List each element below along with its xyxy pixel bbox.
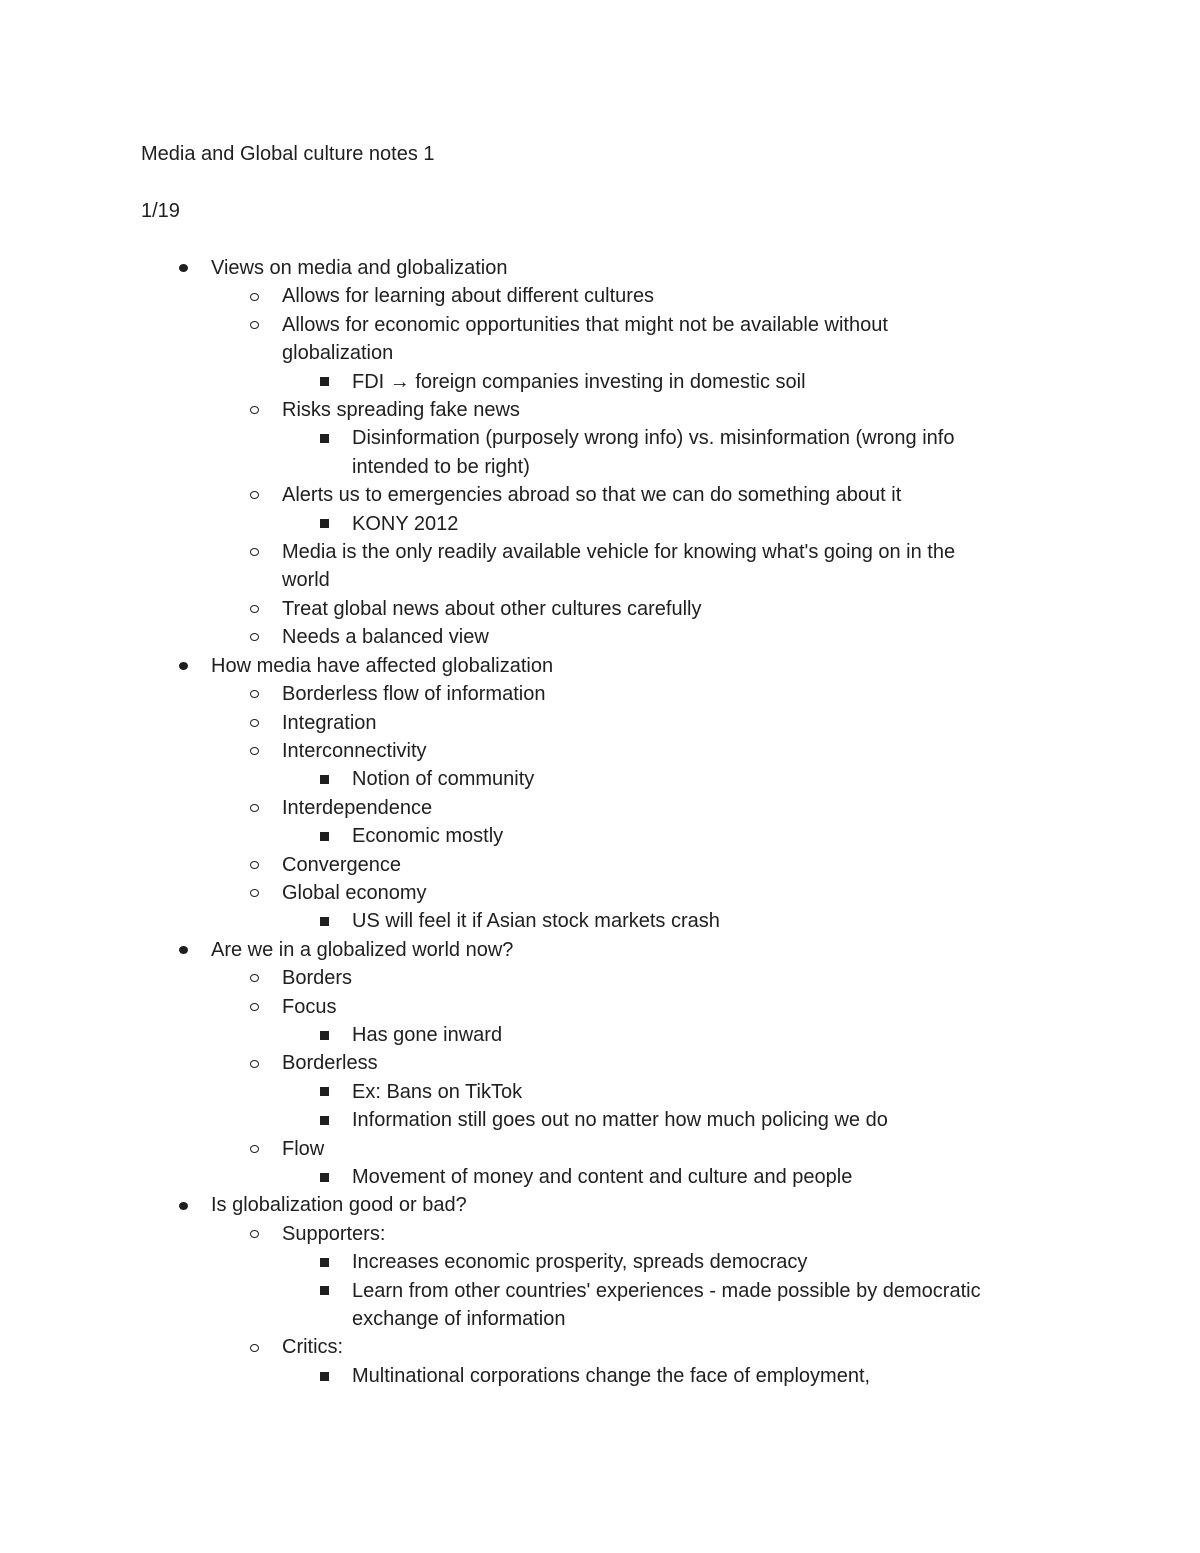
outline-item-text: Integration xyxy=(282,711,377,734)
outline-item-level-2 xyxy=(0,879,1200,907)
outline-item-text: Focus xyxy=(282,995,337,1018)
outline-item-text: Alerts us to emergencies abroad so that we can do something about it xyxy=(282,484,902,507)
outline-item-level-2 xyxy=(0,311,1200,339)
filled-circle-bullet-icon xyxy=(176,1191,190,1219)
outline-item-text: Economic mostly xyxy=(352,825,504,848)
filled-circle-bullet-icon xyxy=(176,652,190,680)
outline-item-level-3 xyxy=(0,1078,1200,1106)
outline-item-level-3 xyxy=(0,424,1200,452)
filled-square-bullet-icon xyxy=(317,765,331,793)
outline-item-level-3 xyxy=(0,1163,1200,1191)
outline-item-level-2 xyxy=(0,964,1200,992)
hollow-circle-bullet-icon xyxy=(247,396,261,424)
notes-outline xyxy=(0,254,1200,1390)
outline-item-text: Borderless flow of information xyxy=(282,683,546,706)
outline-item-text: Disinformation (purposely wrong info) vs. misinformation (wrong info xyxy=(352,427,955,450)
outline-item-level-2 xyxy=(0,595,1200,623)
outline-item-text: Allows for economic opportunities that might not be available without xyxy=(282,313,888,336)
filled-square-bullet-icon xyxy=(317,368,331,396)
outline-item-level-2 xyxy=(0,1333,1200,1361)
outline-item-text: Borders xyxy=(282,967,353,990)
outline-item-level-2 xyxy=(0,481,1200,509)
outline-item-level-1 xyxy=(0,254,1200,282)
outline-item-text: Multinational corporations change the face of employment, xyxy=(352,1364,871,1387)
outline-item-continuation xyxy=(0,453,1200,481)
hollow-circle-bullet-icon xyxy=(247,993,261,1021)
outline-item-text: intended to be right) xyxy=(352,455,530,478)
filled-circle-bullet-icon xyxy=(176,254,190,282)
outline-item-level-2 xyxy=(0,1135,1200,1163)
outline-item-text: Needs a balanced view xyxy=(282,626,489,649)
outline-item-text: world xyxy=(282,569,330,592)
outline-item-text: Allows for learning about different cultures xyxy=(282,285,655,308)
filled-square-bullet-icon xyxy=(317,510,331,538)
outline-item-level-3 xyxy=(0,822,1200,850)
hollow-circle-bullet-icon xyxy=(247,481,261,509)
filled-square-bullet-icon xyxy=(317,1163,331,1191)
outline-item-text: Are we in a globalized world now? xyxy=(211,938,514,961)
outline-item-level-3 xyxy=(0,1362,1200,1390)
outline-item-text: Movement of money and content and culture and people xyxy=(352,1166,853,1188)
hollow-circle-bullet-icon xyxy=(247,851,261,879)
filled-square-bullet-icon xyxy=(317,1078,331,1106)
outline-item-level-2 xyxy=(0,680,1200,708)
outline-item-level-3 xyxy=(0,510,1200,538)
outline-item-text: Learn from other countries' experiences - made possible by democratic xyxy=(352,1279,981,1302)
outline-item-text: Risks spreading fake news xyxy=(282,399,520,422)
outline-item-level-1 xyxy=(0,1191,1200,1219)
outline-item-text: Ex: Bans on TikTok xyxy=(352,1080,523,1103)
outline-item-level-1 xyxy=(0,936,1200,964)
outline-item-level-2 xyxy=(0,737,1200,765)
outline-item-text: Increases economic prosperity, spreads democracy xyxy=(352,1251,808,1274)
outline-item-level-2 xyxy=(0,851,1200,879)
outline-item-text: FDI → foreign companies investing in domestic soil xyxy=(352,370,806,393)
hollow-circle-bullet-icon xyxy=(247,1049,261,1077)
outline-item-text: Is globalization good or bad? xyxy=(211,1194,467,1217)
outline-item-level-3 xyxy=(0,1021,1200,1049)
outline-item-text: Treat global news about other cultures carefully xyxy=(282,597,702,620)
outline-item-text: Critics: xyxy=(282,1336,344,1359)
document-date: 1/19 xyxy=(141,200,180,222)
outline-item-continuation xyxy=(0,339,1200,367)
outline-item-text: Information still goes out no matter how much policing we do xyxy=(352,1109,888,1132)
outline-item-text: Flow xyxy=(282,1137,325,1160)
outline-item-level-2 xyxy=(0,794,1200,822)
outline-item-text: Borderless xyxy=(282,1052,378,1075)
filled-square-bullet-icon xyxy=(317,1248,331,1276)
outline-item-continuation xyxy=(0,566,1200,594)
hollow-circle-bullet-icon xyxy=(247,623,261,651)
outline-item-continuation xyxy=(0,1305,1200,1333)
hollow-circle-bullet-icon xyxy=(247,879,261,907)
hollow-circle-bullet-icon xyxy=(247,282,261,310)
outline-item-text: KONY 2012 xyxy=(352,512,459,535)
outline-item-level-2 xyxy=(0,709,1200,737)
outline-item-level-2 xyxy=(0,1220,1200,1248)
hollow-circle-bullet-icon xyxy=(247,538,261,566)
outline-item-text: Interconnectivity xyxy=(282,739,427,762)
hollow-circle-bullet-icon xyxy=(247,595,261,623)
hollow-circle-bullet-icon xyxy=(247,794,261,822)
filled-square-bullet-icon xyxy=(317,1106,331,1134)
hollow-circle-bullet-icon xyxy=(247,1135,261,1163)
hollow-circle-bullet-icon xyxy=(247,737,261,765)
outline-item-text: Notion of community xyxy=(352,768,535,791)
document-title: Media and Global culture notes 1 xyxy=(141,143,435,165)
outline-item-text: US will feel it if Asian stock markets crash xyxy=(352,910,720,933)
filled-square-bullet-icon xyxy=(317,1362,331,1390)
hollow-circle-bullet-icon xyxy=(247,311,261,339)
outline-item-text: Views on media and globalization xyxy=(211,257,508,279)
hollow-circle-bullet-icon xyxy=(247,709,261,737)
filled-square-bullet-icon xyxy=(317,907,331,935)
outline-item-level-3 xyxy=(0,1248,1200,1276)
outline-item-text: globalization xyxy=(282,342,394,365)
outline-item-level-2 xyxy=(0,282,1200,310)
outline-item-text: exchange of information xyxy=(352,1308,566,1331)
outline-item-text: Supporters: xyxy=(282,1222,386,1245)
outline-item-text: Has gone inward xyxy=(352,1023,503,1046)
hollow-circle-bullet-icon xyxy=(247,680,261,708)
outline-item-level-2 xyxy=(0,538,1200,566)
outline-item-text: How media have affected globalization xyxy=(211,654,554,677)
hollow-circle-bullet-icon xyxy=(247,1220,261,1248)
filled-square-bullet-icon xyxy=(317,1277,331,1305)
outline-item-level-2 xyxy=(0,623,1200,651)
outline-item-level-3 xyxy=(0,907,1200,935)
outline-item-level-3 xyxy=(0,1106,1200,1134)
filled-circle-bullet-icon xyxy=(176,936,190,964)
outline-item-level-3 xyxy=(0,368,1200,396)
outline-item-text: Interdependence xyxy=(282,796,433,819)
filled-square-bullet-icon xyxy=(317,1021,331,1049)
hollow-circle-bullet-icon xyxy=(247,1333,261,1361)
filled-square-bullet-icon xyxy=(317,822,331,850)
filled-square-bullet-icon xyxy=(317,424,331,452)
outline-item-level-2 xyxy=(0,993,1200,1021)
outline-item-text: Convergence xyxy=(282,853,401,876)
outline-item-text: Media is the only readily available vehicle for knowing what's going on in the xyxy=(282,541,956,564)
outline-item-level-3 xyxy=(0,765,1200,793)
outline-item-text: Global economy xyxy=(282,881,427,904)
outline-item-level-1 xyxy=(0,652,1200,680)
outline-item-level-3 xyxy=(0,1277,1200,1305)
hollow-circle-bullet-icon xyxy=(247,964,261,992)
outline-item-level-2 xyxy=(0,1049,1200,1077)
outline-item-level-2 xyxy=(0,396,1200,424)
